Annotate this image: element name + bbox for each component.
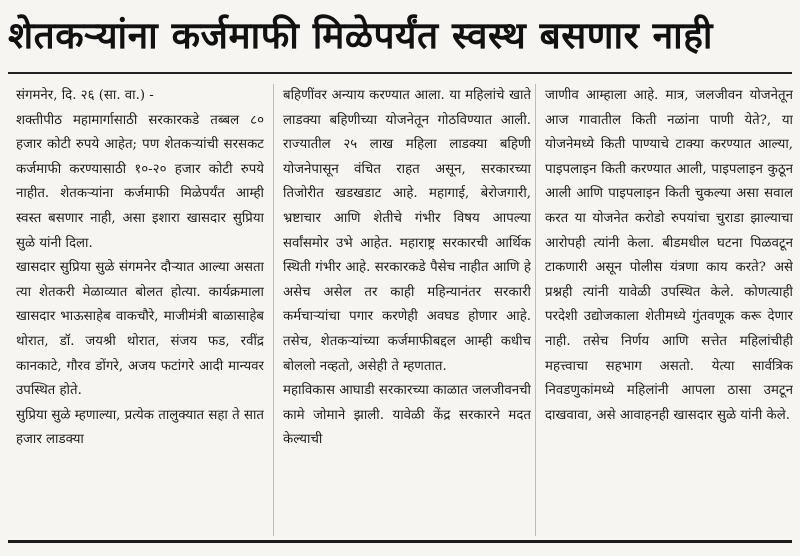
column-divider-1 bbox=[273, 84, 274, 536]
article-column-1: संगमनेर, दि. २६ (सा. वा.) - शक्तीपीठ महामार्गासाठी सरकारकडे तब्बल ८० हजार कोटी रुपये आहेत; पण शेतकऱ्यांची सरसकट कर्जमाफी करण्यासाठी १०-२० हजार कोटी रुपये नाहीत. शेतकऱ्यांना कर्जमाफी मिळेपर्यंत आम्ही स्वस्त बसणार नाही, असा इशारा खासदार सुप्रिया सुळे यांनी दिला. खासदार सुप्रिया सुळे संगमनेर दौऱ्यात आल्या असता त्या शेतकरी मेळाव्यात बोलत होत्या. कार्यक्रमाला खासदार भाऊसाहेब वाकचौरे, माजीमंत्री बाळासाहेब थोरात, डॉ. जयश्री थोरात, संजय फड, रवींद्र कानकाटे, गौरव डोंगरे, अजय फटांगरे आदी मान्यवर उपस्थित होते. सुप्रिया सुळे म्हणाल्या, प्रत्येक तालुक्यात सहा ते सात हजार लाडक्या bbox=[16, 88, 264, 448]
bottom-rule bbox=[8, 540, 792, 543]
article-column-2: बहिणींवर अन्याय करण्यात आला. या महिलांचे खाते लाडक्या बहिणीच्या योजनेतून गोठविण्यात आली. राज्यातील २५ लाख महिला लाडक्या बहिणी योजनेपासून वंचित राहत असून, सरकारच्या तिजोरीत खडखडाट आहे. महागाई, बेरोजगारी, भ्रष्टाचार आणि शेतीचे गंभीर विषय आपल्या सर्वांसमोर उभे आहेत. महाराष्ट्र सरकारची आर्थिक स्थिती गंभीर आहे. सरकारकडे पैसेच नाहीत आणि हे असेच असेल तर काही महिन्यानंतर सरकारी कर्मचाऱ्यांचा पगार करणेही अवघड होणार आहे. तसेच, शेतकऱ्यांच्या कर्जमाफीबद्दल आम्ही कधीच बोललो नव्हतो, असेही ते म्हणतात. महाविकास आघाडी सरकारच्या काळात जलजीवनची कामे जोमाने झाली. यावेळी केंद्र सरकारने मदत केल्याची bbox=[283, 88, 531, 448]
headline-rule bbox=[8, 72, 792, 74]
column-divider-2 bbox=[535, 84, 536, 536]
headline: शेतकऱ्यांना कर्जमाफी मिळेपर्यंत स्वस्थ बसणार नाही bbox=[8, 14, 713, 57]
article-column-3: जाणीव आम्हाला आहे. मात्र, जलजीवन योजनेतून आज गावातील किती नळांना पाणी येते?, या योजनेमध्ये किती पाण्याचे टाक्या करण्यात आल्या, पाइपलाइन किती करण्यात आली, पाइपलाइन कुठून आली आणि पाइपलाइन किती चुकल्या असा सवाल करत या योजनेत करोडो रुपयांचा चुराडा झाल्याचा आरोपही त्यांनी केला. बीडमधील घटना पिळवटून टाकणारी असून पोलीस यंत्रणा काय करते? असे प्रश्नही त्यांनी यावेळी उपस्थित केले. कोणत्याही परदेशी उद्योजकाला शेतीमध्ये गुंतवणूक करू देणार नाही. तसेच निर्णय आणि सत्तेत महिलांचीही महत्त्वाचा सहभाग असतो. येत्या सार्वत्रिक निवडणुकांमध्ये महिलांनी आपला ठासा उमटून दाखवावा, असे आवाहनही खासदार सुळे यांनी केले. bbox=[545, 88, 793, 423]
